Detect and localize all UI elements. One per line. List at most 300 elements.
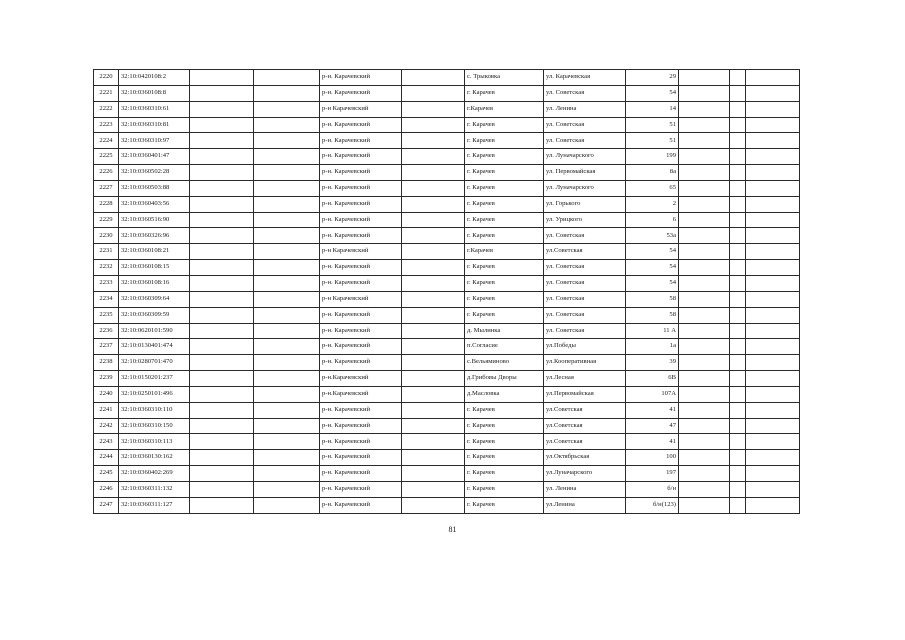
- blank-col-11-cell: [730, 497, 746, 513]
- house-number-cell: 54: [626, 275, 679, 291]
- blank-col-10-cell: [679, 101, 730, 117]
- house-number-cell: 14: [626, 101, 679, 117]
- row-number-cell: 2224: [94, 133, 119, 149]
- table-row: [94, 180, 800, 196]
- blank-col-11-cell: [730, 481, 746, 497]
- house-number-cell: 1а: [626, 339, 679, 355]
- blank-col-12-cell: [746, 402, 800, 418]
- blank-col-4-cell: [254, 85, 320, 101]
- cadastral-number-cell: 32:10:0360310:81: [119, 117, 190, 133]
- row-number-cell: 2239: [94, 371, 119, 387]
- blank-col-6-cell: [402, 450, 465, 466]
- district-cell: р-н. Карачевский: [320, 466, 402, 482]
- table-row: [94, 260, 800, 276]
- table-row: [94, 149, 800, 165]
- table-row: [94, 275, 800, 291]
- blank-col-4-cell: [254, 228, 320, 244]
- district-cell: р-н Карачевский: [320, 291, 402, 307]
- blank-col-3-cell: [190, 212, 254, 228]
- blank-col-4-cell: [254, 497, 320, 513]
- cadastral-number-cell: 32:10:0360516:90: [119, 212, 190, 228]
- blank-col-4-cell: [254, 466, 320, 482]
- blank-col-10-cell: [679, 212, 730, 228]
- blank-col-3-cell: [190, 466, 254, 482]
- blank-col-11-cell: [730, 307, 746, 323]
- house-number-cell: 2: [626, 196, 679, 212]
- cadastral-number-cell: 32:10:0250101:496: [119, 386, 190, 402]
- settlement-cell: п.Согласие: [465, 339, 544, 355]
- street-cell: ул. Советская: [544, 117, 626, 133]
- blank-col-12-cell: [746, 339, 800, 355]
- blank-col-12-cell: [746, 149, 800, 165]
- street-cell: ул. Советская: [544, 133, 626, 149]
- table-row: [94, 133, 800, 149]
- street-cell: ул.Луначарского: [544, 466, 626, 482]
- blank-col-12-cell: [746, 85, 800, 101]
- blank-col-12-cell: [746, 275, 800, 291]
- settlement-cell: г. Карачев: [465, 497, 544, 513]
- street-cell: ул. Советская: [544, 85, 626, 101]
- blank-col-4-cell: [254, 244, 320, 260]
- row-number-cell: 2237: [94, 339, 119, 355]
- blank-col-4-cell: [254, 165, 320, 181]
- house-number-cell: 51: [626, 133, 679, 149]
- district-cell: р-н.Карачевский: [320, 371, 402, 387]
- settlement-cell: г. Карачев: [465, 180, 544, 196]
- row-number-cell: 2244: [94, 450, 119, 466]
- table-row: [94, 307, 800, 323]
- blank-col-3-cell: [190, 180, 254, 196]
- table-row: [94, 371, 800, 387]
- blank-col-12-cell: [746, 228, 800, 244]
- house-number-cell: 65: [626, 180, 679, 196]
- blank-col-11-cell: [730, 291, 746, 307]
- house-number-cell: 47: [626, 418, 679, 434]
- blank-col-11-cell: [730, 260, 746, 276]
- settlement-cell: г. Карачев: [465, 450, 544, 466]
- blank-col-12-cell: [746, 244, 800, 260]
- blank-col-12-cell: [746, 260, 800, 276]
- blank-col-3-cell: [190, 291, 254, 307]
- house-number-cell: 107А: [626, 386, 679, 402]
- house-number-cell: 51: [626, 117, 679, 133]
- blank-col-12-cell: [746, 196, 800, 212]
- table-row: [94, 481, 800, 497]
- blank-col-6-cell: [402, 371, 465, 387]
- row-number-cell: 2236: [94, 323, 119, 339]
- blank-col-6-cell: [402, 497, 465, 513]
- row-number-cell: 2232: [94, 260, 119, 276]
- blank-col-4-cell: [254, 386, 320, 402]
- street-cell: ул.Победы: [544, 339, 626, 355]
- house-number-cell: 11 А: [626, 323, 679, 339]
- district-cell: р-н. Карачевский: [320, 402, 402, 418]
- blank-col-11-cell: [730, 133, 746, 149]
- district-cell: р-н. Карачевский: [320, 165, 402, 181]
- table-row: [94, 434, 800, 450]
- cadastral-number-cell: 32:10:0360311:127: [119, 497, 190, 513]
- blank-col-10-cell: [679, 117, 730, 133]
- row-number-cell: 2228: [94, 196, 119, 212]
- blank-col-4-cell: [254, 101, 320, 117]
- blank-col-11-cell: [730, 149, 746, 165]
- row-number-cell: 2223: [94, 117, 119, 133]
- street-cell: ул. Советская: [544, 291, 626, 307]
- street-cell: ул. Урицкого: [544, 212, 626, 228]
- blank-col-6-cell: [402, 466, 465, 482]
- blank-col-10-cell: [679, 323, 730, 339]
- settlement-cell: г. Карачев: [465, 434, 544, 450]
- blank-col-10-cell: [679, 386, 730, 402]
- row-number-cell: 2240: [94, 386, 119, 402]
- settlement-cell: г. Карачев: [465, 481, 544, 497]
- blank-col-4-cell: [254, 481, 320, 497]
- settlement-cell: г. Карачев: [465, 260, 544, 276]
- blank-col-6-cell: [402, 133, 465, 149]
- house-number-cell: 54: [626, 244, 679, 260]
- street-cell: ул.Ленина: [544, 497, 626, 513]
- district-cell: р-н. Карачевский: [320, 497, 402, 513]
- district-cell: р-н. Карачевский: [320, 418, 402, 434]
- blank-col-10-cell: [679, 133, 730, 149]
- blank-col-6-cell: [402, 165, 465, 181]
- registry-table: [93, 69, 800, 514]
- cadastral-number-cell: 32:10:0360310:113: [119, 434, 190, 450]
- blank-col-3-cell: [190, 196, 254, 212]
- street-cell: ул.Первомайская: [544, 386, 626, 402]
- blank-col-11-cell: [730, 418, 746, 434]
- blank-col-11-cell: [730, 323, 746, 339]
- blank-col-3-cell: [190, 339, 254, 355]
- settlement-cell: д.Масловка: [465, 386, 544, 402]
- cadastral-number-cell: 32:10:0360108:21: [119, 244, 190, 260]
- blank-col-6-cell: [402, 291, 465, 307]
- blank-col-3-cell: [190, 386, 254, 402]
- blank-col-10-cell: [679, 355, 730, 371]
- cadastral-number-cell: 32:10:0360502:28: [119, 165, 190, 181]
- row-number-cell: 2226: [94, 165, 119, 181]
- table-row: [94, 466, 800, 482]
- street-cell: ул. Советская: [544, 260, 626, 276]
- table-row: [94, 450, 800, 466]
- house-number-cell: 41: [626, 402, 679, 418]
- street-cell: ул.Октябрьская: [544, 450, 626, 466]
- blank-col-3-cell: [190, 228, 254, 244]
- blank-col-4-cell: [254, 402, 320, 418]
- street-cell: ул. Луначарского: [544, 149, 626, 165]
- blank-col-11-cell: [730, 85, 746, 101]
- table-row: [94, 101, 800, 117]
- blank-col-3-cell: [190, 371, 254, 387]
- cadastral-number-cell: 32:10:0360108:16: [119, 275, 190, 291]
- house-number-cell: 197: [626, 466, 679, 482]
- district-cell: р-н. Карачевский: [320, 260, 402, 276]
- district-cell: р-н. Карачевский: [320, 180, 402, 196]
- blank-col-6-cell: [402, 85, 465, 101]
- settlement-cell: г. Карачев: [465, 291, 544, 307]
- settlement-cell: д. Мылинка: [465, 323, 544, 339]
- settlement-cell: с. Трыковка: [465, 70, 544, 86]
- blank-col-12-cell: [746, 466, 800, 482]
- blank-col-12-cell: [746, 497, 800, 513]
- district-cell: р-н.Карачевский: [320, 386, 402, 402]
- blank-col-3-cell: [190, 117, 254, 133]
- settlement-cell: г. Карачев: [465, 275, 544, 291]
- blank-col-3-cell: [190, 244, 254, 260]
- blank-col-12-cell: [746, 386, 800, 402]
- blank-col-12-cell: [746, 133, 800, 149]
- blank-col-10-cell: [679, 260, 730, 276]
- row-number-cell: 2242: [94, 418, 119, 434]
- row-number-cell: 2243: [94, 434, 119, 450]
- row-number-cell: 2234: [94, 291, 119, 307]
- blank-col-4-cell: [254, 212, 320, 228]
- blank-col-3-cell: [190, 149, 254, 165]
- blank-col-10-cell: [679, 275, 730, 291]
- blank-col-12-cell: [746, 117, 800, 133]
- house-number-cell: 41: [626, 434, 679, 450]
- settlement-cell: г. Карачев: [465, 466, 544, 482]
- blank-col-4-cell: [254, 323, 320, 339]
- blank-col-6-cell: [402, 307, 465, 323]
- blank-col-3-cell: [190, 434, 254, 450]
- cadastral-number-cell: 32:10:0360310:61: [119, 101, 190, 117]
- settlement-cell: г.Карачев: [465, 101, 544, 117]
- row-number-cell: 2221: [94, 85, 119, 101]
- blank-col-4-cell: [254, 133, 320, 149]
- cadastral-number-cell: 32:10:0360310:150: [119, 418, 190, 434]
- blank-col-3-cell: [190, 323, 254, 339]
- cadastral-number-cell: 32:10:0360310:97: [119, 133, 190, 149]
- blank-col-10-cell: [679, 339, 730, 355]
- blank-col-10-cell: [679, 228, 730, 244]
- blank-col-3-cell: [190, 450, 254, 466]
- table-row: [94, 386, 800, 402]
- blank-col-6-cell: [402, 244, 465, 260]
- street-cell: ул. Советская: [544, 323, 626, 339]
- cadastral-number-cell: 32:10:0280701:470: [119, 355, 190, 371]
- street-cell: ул.Советская: [544, 402, 626, 418]
- settlement-cell: г. Карачев: [465, 133, 544, 149]
- table-row: [94, 291, 800, 307]
- table-row: [94, 70, 800, 86]
- blank-col-11-cell: [730, 196, 746, 212]
- blank-col-12-cell: [746, 70, 800, 86]
- house-number-cell: б/н: [626, 481, 679, 497]
- settlement-cell: г. Карачев: [465, 117, 544, 133]
- blank-col-11-cell: [730, 228, 746, 244]
- blank-col-11-cell: [730, 339, 746, 355]
- settlement-cell: г. Карачев: [465, 165, 544, 181]
- blank-col-3-cell: [190, 133, 254, 149]
- blank-col-10-cell: [679, 165, 730, 181]
- blank-col-10-cell: [679, 371, 730, 387]
- table-row: [94, 196, 800, 212]
- blank-col-10-cell: [679, 418, 730, 434]
- blank-col-3-cell: [190, 260, 254, 276]
- row-number-cell: 2246: [94, 481, 119, 497]
- district-cell: р-н Карачевский: [320, 101, 402, 117]
- district-cell: р-н. Карачевский: [320, 117, 402, 133]
- blank-col-10-cell: [679, 307, 730, 323]
- house-number-cell: 6: [626, 212, 679, 228]
- blank-col-11-cell: [730, 371, 746, 387]
- district-cell: р-н. Карачевский: [320, 196, 402, 212]
- blank-col-4-cell: [254, 434, 320, 450]
- blank-col-10-cell: [679, 85, 730, 101]
- blank-col-10-cell: [679, 70, 730, 86]
- cadastral-number-cell: 32:10:0360309:64: [119, 291, 190, 307]
- street-cell: ул. Луначарского: [544, 180, 626, 196]
- street-cell: ул. Советская: [544, 275, 626, 291]
- street-cell: ул. Горького: [544, 196, 626, 212]
- cadastral-number-cell: 32:10:0150201:237: [119, 371, 190, 387]
- cadastral-number-cell: 32:10:0420108:2: [119, 70, 190, 86]
- blank-col-12-cell: [746, 481, 800, 497]
- blank-col-6-cell: [402, 323, 465, 339]
- table-row: [94, 339, 800, 355]
- table-row: [94, 244, 800, 260]
- blank-col-3-cell: [190, 275, 254, 291]
- row-number-cell: 2227: [94, 180, 119, 196]
- table-row: [94, 85, 800, 101]
- cadastral-number-cell: 32:10:0360503:88: [119, 180, 190, 196]
- district-cell: р-н. Карачевский: [320, 85, 402, 101]
- blank-col-12-cell: [746, 180, 800, 196]
- cadastral-number-cell: 32:10:0620101:590: [119, 323, 190, 339]
- district-cell: р-н. Карачевский: [320, 355, 402, 371]
- cadastral-number-cell: 32:10:0360310:110: [119, 402, 190, 418]
- house-number-cell: 29: [626, 70, 679, 86]
- row-number-cell: 2222: [94, 101, 119, 117]
- blank-col-11-cell: [730, 275, 746, 291]
- settlement-cell: д.Грибовы Дворы: [465, 371, 544, 387]
- row-number-cell: 2245: [94, 466, 119, 482]
- cadastral-number-cell: 32:10:0360108:15: [119, 260, 190, 276]
- row-number-cell: 2225: [94, 149, 119, 165]
- blank-col-6-cell: [402, 149, 465, 165]
- blank-col-4-cell: [254, 450, 320, 466]
- table-row: [94, 418, 800, 434]
- street-cell: ул.Советская: [544, 434, 626, 450]
- street-cell: ул. Советская: [544, 307, 626, 323]
- blank-col-6-cell: [402, 228, 465, 244]
- table-row: [94, 228, 800, 244]
- district-cell: р-н. Карачевский: [320, 275, 402, 291]
- house-number-cell: 199: [626, 149, 679, 165]
- blank-col-12-cell: [746, 355, 800, 371]
- blank-col-4-cell: [254, 117, 320, 133]
- blank-col-4-cell: [254, 418, 320, 434]
- blank-col-4-cell: [254, 180, 320, 196]
- row-number-cell: 2233: [94, 275, 119, 291]
- house-number-cell: 39: [626, 355, 679, 371]
- house-number-cell: 100: [626, 450, 679, 466]
- table-row: [94, 212, 800, 228]
- blank-col-6-cell: [402, 117, 465, 133]
- blank-col-10-cell: [679, 434, 730, 450]
- blank-col-4-cell: [254, 196, 320, 212]
- blank-col-11-cell: [730, 180, 746, 196]
- street-cell: ул.Советская: [544, 244, 626, 260]
- district-cell: р-н. Карачевский: [320, 228, 402, 244]
- cadastral-number-cell: 32:10:0360108:8: [119, 85, 190, 101]
- district-cell: р-н. Карачевский: [320, 307, 402, 323]
- settlement-cell: г. Карачев: [465, 149, 544, 165]
- row-number-cell: 2235: [94, 307, 119, 323]
- blank-col-6-cell: [402, 70, 465, 86]
- row-number-cell: 2247: [94, 497, 119, 513]
- settlement-cell: г. Карачев: [465, 418, 544, 434]
- settlement-cell: г. Карачев: [465, 212, 544, 228]
- district-cell: р-н. Карачевский: [320, 133, 402, 149]
- blank-col-3-cell: [190, 101, 254, 117]
- house-number-cell: 54: [626, 85, 679, 101]
- table-row: [94, 355, 800, 371]
- street-cell: ул. Карачевская: [544, 70, 626, 86]
- blank-col-10-cell: [679, 402, 730, 418]
- table-row: [94, 497, 800, 513]
- blank-col-11-cell: [730, 434, 746, 450]
- cadastral-number-cell: 32:10:0360401:47: [119, 149, 190, 165]
- street-cell: ул.Советская: [544, 418, 626, 434]
- row-number-cell: 2231: [94, 244, 119, 260]
- blank-col-6-cell: [402, 339, 465, 355]
- blank-col-12-cell: [746, 165, 800, 181]
- blank-col-4-cell: [254, 291, 320, 307]
- blank-col-10-cell: [679, 291, 730, 307]
- blank-col-6-cell: [402, 196, 465, 212]
- blank-col-11-cell: [730, 101, 746, 117]
- blank-col-4-cell: [254, 371, 320, 387]
- district-cell: р-н. Карачевский: [320, 70, 402, 86]
- blank-col-3-cell: [190, 481, 254, 497]
- house-number-cell: 58: [626, 307, 679, 323]
- district-cell: р-н. Карачевский: [320, 481, 402, 497]
- table-row: [94, 402, 800, 418]
- street-cell: ул.Лесная: [544, 371, 626, 387]
- blank-col-3-cell: [190, 418, 254, 434]
- blank-col-4-cell: [254, 339, 320, 355]
- cadastral-number-cell: 32:10:0130401:474: [119, 339, 190, 355]
- district-cell: р-н. Карачевский: [320, 212, 402, 228]
- blank-col-6-cell: [402, 481, 465, 497]
- row-number-cell: 2241: [94, 402, 119, 418]
- blank-col-3-cell: [190, 307, 254, 323]
- blank-col-12-cell: [746, 434, 800, 450]
- blank-col-6-cell: [402, 386, 465, 402]
- blank-col-6-cell: [402, 260, 465, 276]
- settlement-cell: г. Карачев: [465, 307, 544, 323]
- settlement-cell: г. Карачев: [465, 85, 544, 101]
- cadastral-number-cell: 32:10:0360311:132: [119, 481, 190, 497]
- blank-col-6-cell: [402, 402, 465, 418]
- blank-col-4-cell: [254, 275, 320, 291]
- settlement-cell: г. Карачев: [465, 196, 544, 212]
- district-cell: р-н Карачевский: [320, 244, 402, 260]
- blank-col-3-cell: [190, 85, 254, 101]
- blank-col-4-cell: [254, 260, 320, 276]
- blank-col-10-cell: [679, 450, 730, 466]
- settlement-cell: г.Карачев: [465, 244, 544, 260]
- blank-col-3-cell: [190, 165, 254, 181]
- blank-col-12-cell: [746, 291, 800, 307]
- blank-col-4-cell: [254, 149, 320, 165]
- blank-col-4-cell: [254, 355, 320, 371]
- blank-col-11-cell: [730, 244, 746, 260]
- row-number-cell: 2238: [94, 355, 119, 371]
- blank-col-12-cell: [746, 212, 800, 228]
